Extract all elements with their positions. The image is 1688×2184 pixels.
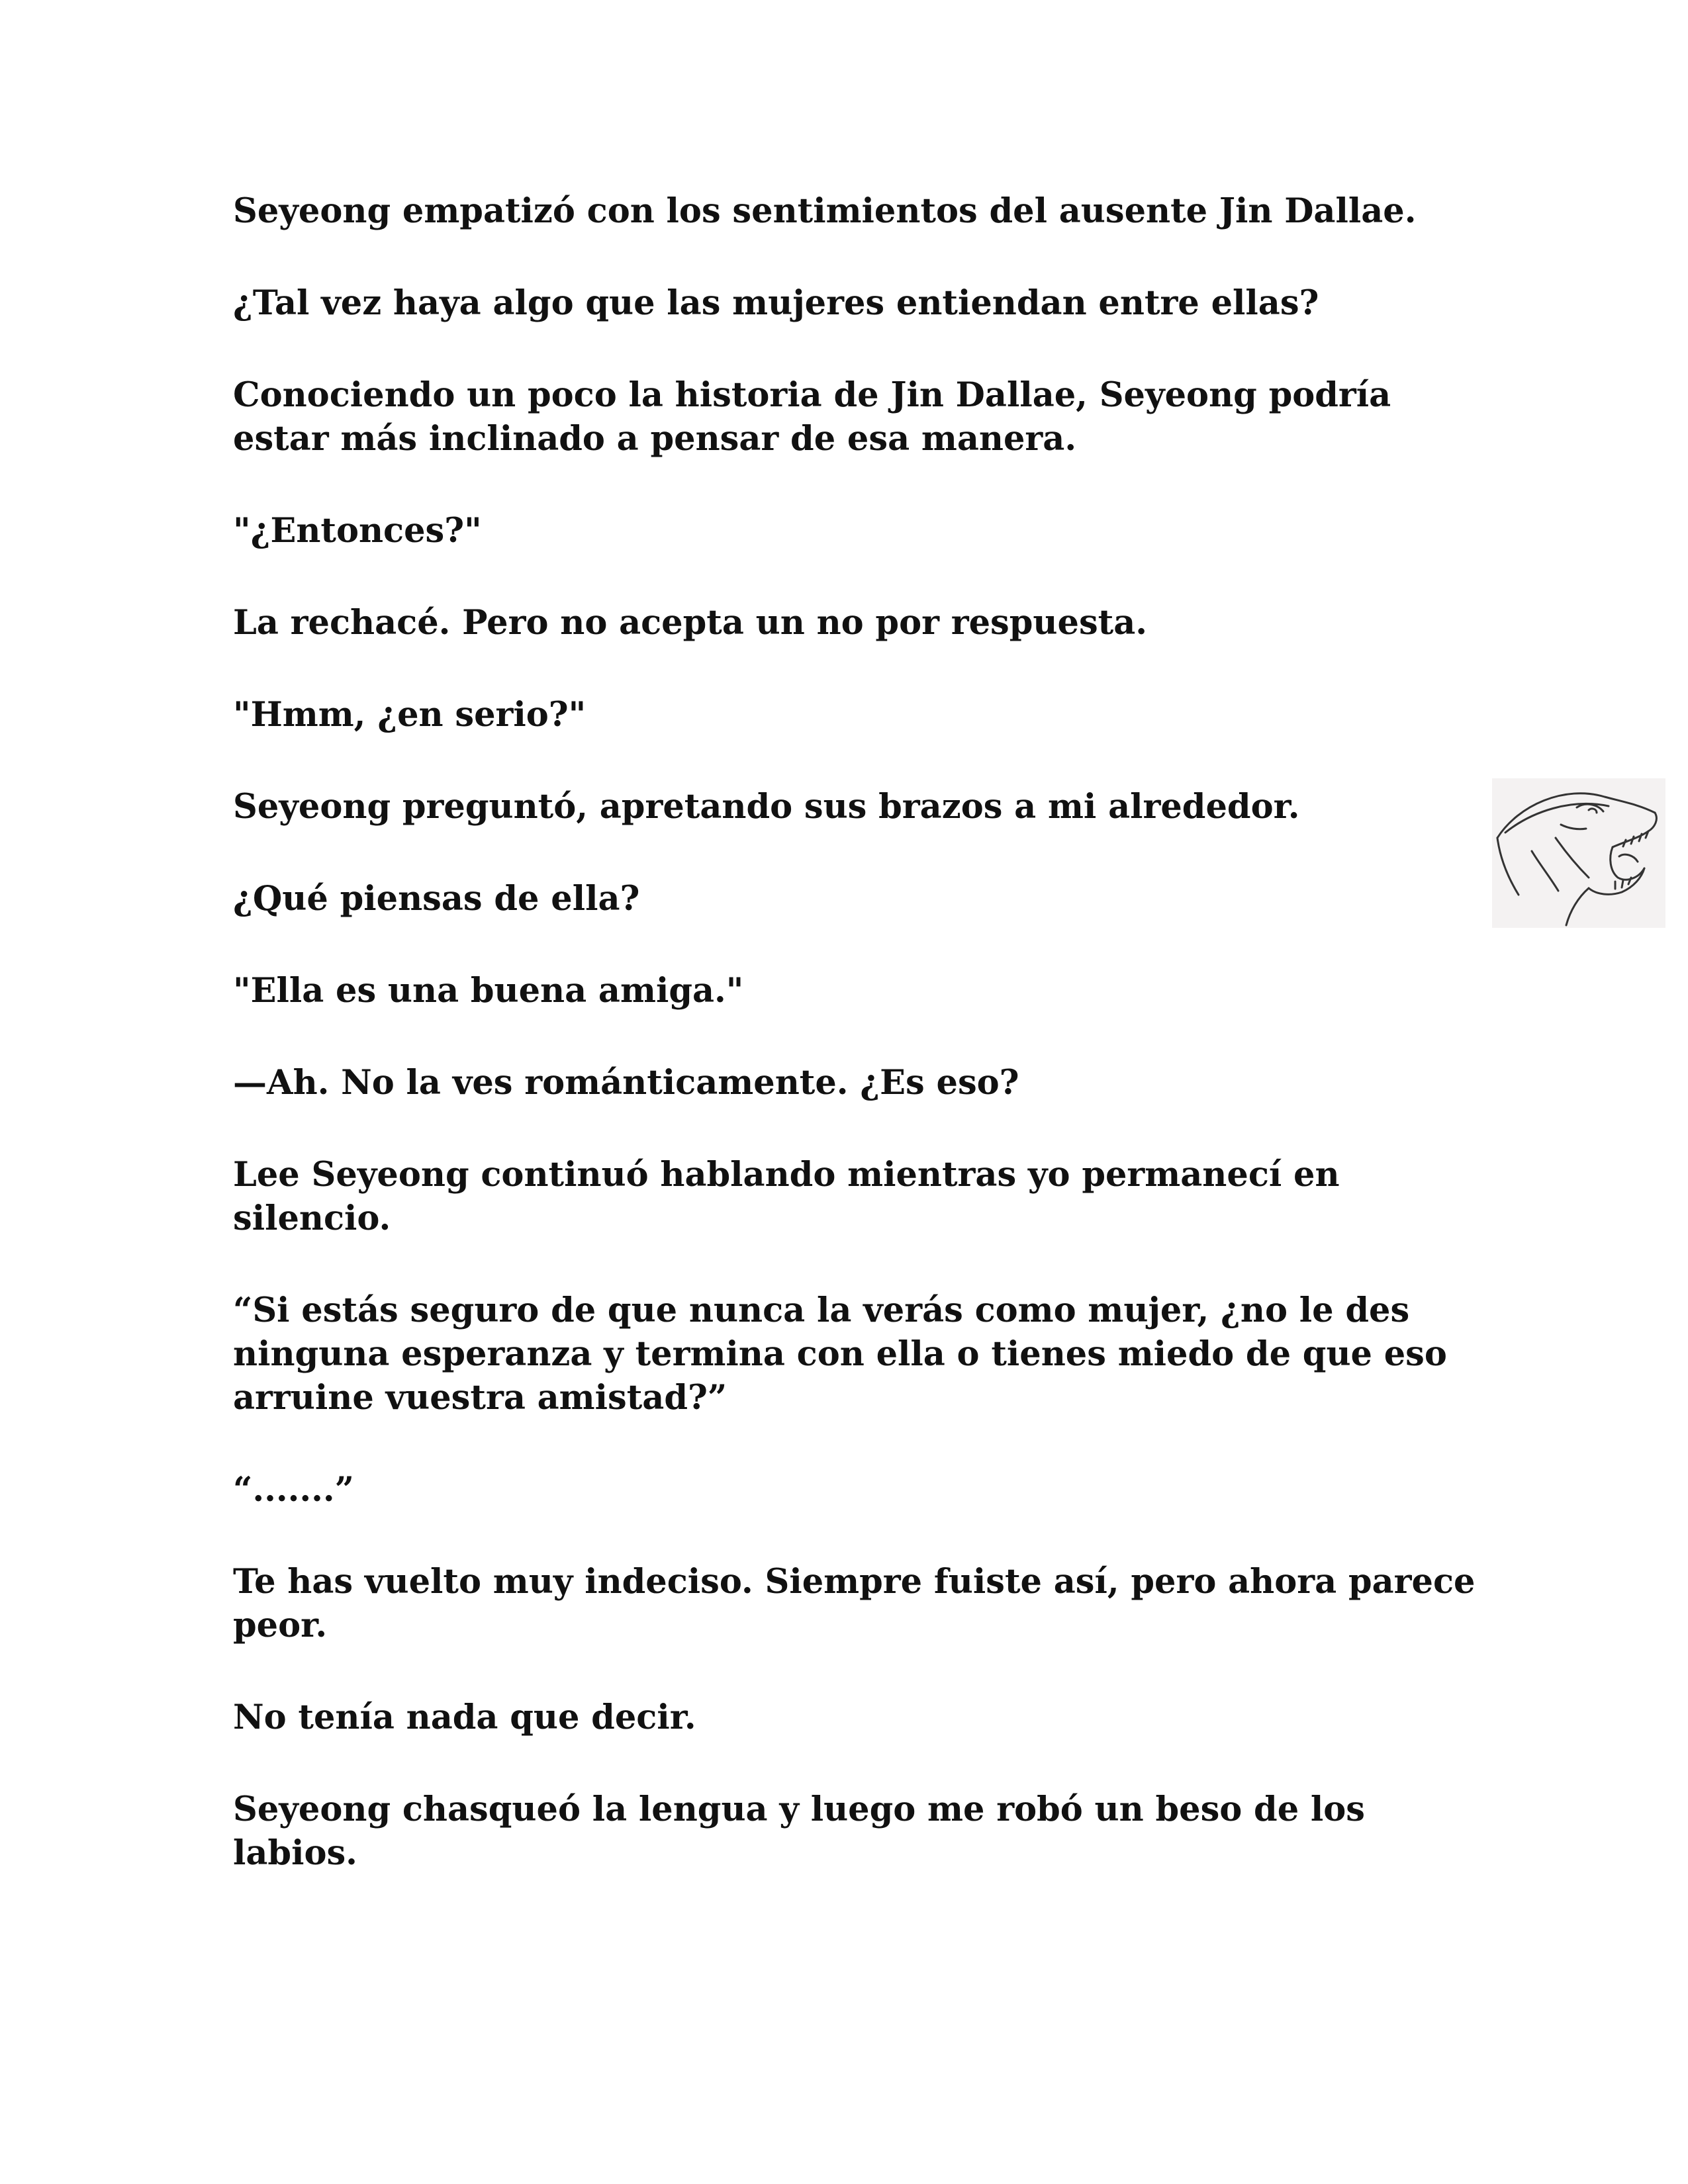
paragraph: Conociendo un poco la historia de Jin Dallae, Seyeong podría estar más inclinado a pensar de esa manera.: [233, 375, 1391, 459]
paragraph: Seyeong preguntó, apretando sus brazos a mi alrededor.: [233, 787, 1300, 827]
paragraph: Seyeong empatizó con los sentimientos del ausente Jin Dallae.: [233, 191, 1417, 231]
paragraph: Te has vuelto muy indeciso. Siempre fuiste así, pero ahora parece peor.: [233, 1562, 1476, 1645]
paragraph: “Si estás seguro de que nunca la verás como mujer, ¿no le des ninguna esperanza y termina con ella o tienes miedo de que eso arruine vuestra amistad?”: [233, 1291, 1447, 1418]
paragraph: Lee Seyeong continuó hablando mientras yo permanecí en silencio.: [233, 1155, 1340, 1238]
paragraph: "Hmm, ¿en serio?": [233, 695, 586, 735]
paragraph: "Ella es una buena amiga.": [233, 971, 744, 1011]
dinosaur-head-sketch-icon: [1492, 778, 1665, 928]
paragraph: La rechacé. Pero no acepta un no por respuesta.: [233, 603, 1148, 643]
paragraph: —Ah. No la ves románticamente. ¿Es eso?: [233, 1063, 1019, 1103]
paragraph: "¿Entonces?": [233, 511, 482, 551]
paragraph: Seyeong chasqueó la lengua y luego me robó un beso de los labios.: [233, 1790, 1366, 1873]
paragraph: ¿Tal vez haya algo que las mujeres entiendan entre ellas?: [233, 283, 1319, 323]
text-body: [233, 189, 1491, 1923]
paragraph: ¿Qué piensas de ella?: [233, 879, 640, 919]
paragraph: “.......”: [233, 1470, 354, 1510]
paragraph: No tenía nada que decir.: [233, 1698, 696, 1737]
